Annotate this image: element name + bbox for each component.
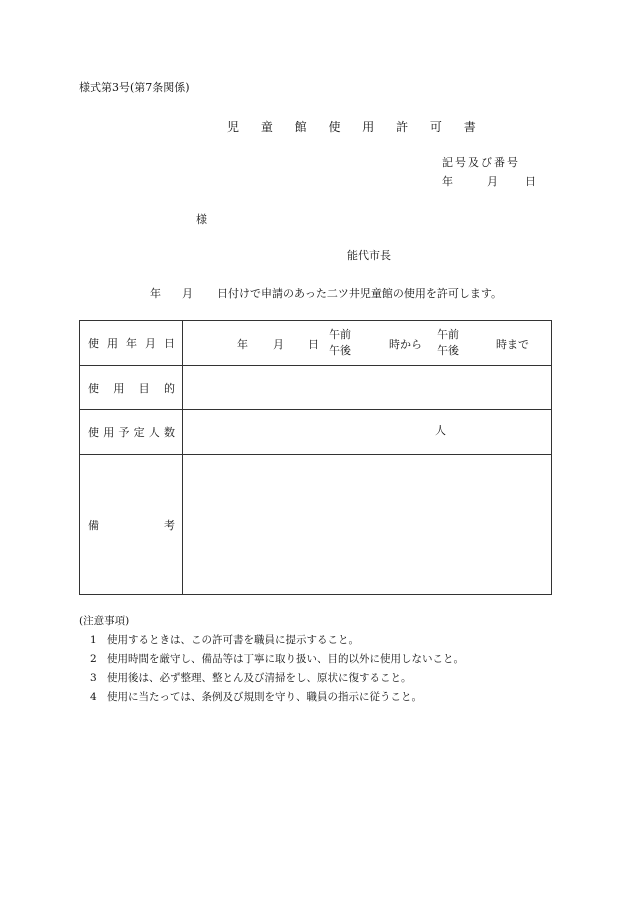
permission-statement (150, 288, 502, 299)
start-am: 午前 (329, 328, 351, 341)
people-value-cell (183, 410, 552, 455)
remarks-value-cell (183, 455, 552, 595)
people-label (88, 424, 182, 440)
note-text: 使用時間を厳守し、備品等は丁寧に取り扱い、目的以外に使用しないこと。 (107, 653, 464, 665)
end-am: 午前 (437, 328, 459, 341)
note-item (79, 669, 464, 688)
usage-date-value-cell (183, 321, 552, 366)
label-char: 用 (103, 426, 115, 439)
purpose-label-cell (80, 366, 183, 410)
label-char: 月 (145, 337, 156, 350)
people-unit: 人 (435, 424, 446, 437)
label-char: 備 (88, 518, 99, 532)
label-char: 用 (107, 337, 118, 350)
usage-date-row (80, 321, 552, 366)
label-char: 使 (88, 337, 99, 350)
label-char: 目 (138, 381, 150, 395)
note-text: 使用するときは、この許可書を職員に提示すること。 (107, 634, 359, 646)
issue-date-day: 日 (525, 175, 536, 188)
label-char: 使 (88, 381, 99, 395)
label-char: 用 (113, 381, 125, 395)
people-row (80, 410, 552, 455)
note-text: 使用後は、必ず整理、整とん及び清掃をし、原状に復すること。 (107, 672, 412, 684)
note-number: 3 (90, 672, 97, 684)
note-item (79, 631, 464, 650)
label-char: 考 (164, 518, 175, 532)
end-ampm (437, 327, 459, 359)
usage-month: 月 (273, 338, 284, 351)
issue-date (442, 176, 536, 187)
label-char: 予 (118, 426, 130, 439)
remarks-row (80, 455, 552, 595)
notes-heading: (注意事項) (79, 615, 130, 627)
remarks-label (88, 517, 182, 533)
note-number: 1 (90, 634, 97, 646)
label-char: 的 (163, 381, 175, 395)
note-number: 4 (90, 691, 97, 703)
note-item (79, 650, 464, 669)
issue-date-year: 年 (442, 175, 453, 188)
end-pm: 午後 (437, 344, 459, 357)
usage-year: 年 (237, 338, 248, 351)
usage-day: 日 (308, 338, 319, 351)
start-ampm (329, 327, 351, 359)
statement-year: 年 (150, 287, 161, 300)
note-item (79, 688, 464, 707)
statement-month: 月 (182, 287, 193, 300)
note-text: 使用に当たっては、条例及び規則を守り、職員の指示に従うこと。 (107, 691, 422, 703)
label-char: 定 (133, 426, 145, 439)
usage-date-label (88, 335, 182, 351)
label-char: 使 (88, 426, 99, 439)
label-char: 人 (148, 426, 160, 439)
reference-number-label: 記号及び番号 (442, 156, 520, 169)
people-label-cell (80, 410, 183, 455)
remarks-label-cell (80, 455, 183, 595)
usage-date-label-cell (80, 321, 183, 366)
time-from: 時から (389, 338, 422, 351)
statement-text: 日付けで申請のあった二ツ井児童館の使用を許可します。 (217, 287, 503, 300)
label-char: 日 (164, 337, 175, 350)
permit-table (79, 320, 552, 595)
label-char: 年 (126, 337, 137, 350)
issue-date-month: 月 (487, 175, 498, 188)
form-id: 様式第3号(第7条関係) (79, 81, 190, 94)
purpose-row (80, 366, 552, 410)
document-title: 児 童 館 使 用 許 可 書 (227, 120, 485, 134)
issuer: 能代市長 (347, 249, 391, 262)
label-char: 数 (163, 426, 175, 439)
notes (79, 613, 464, 707)
purpose-label (88, 380, 182, 396)
time-until: 時まで (496, 338, 529, 351)
purpose-value-cell (183, 366, 552, 410)
start-pm: 午後 (329, 344, 351, 357)
addressee: 様 (196, 213, 207, 226)
note-number: 2 (90, 653, 97, 665)
